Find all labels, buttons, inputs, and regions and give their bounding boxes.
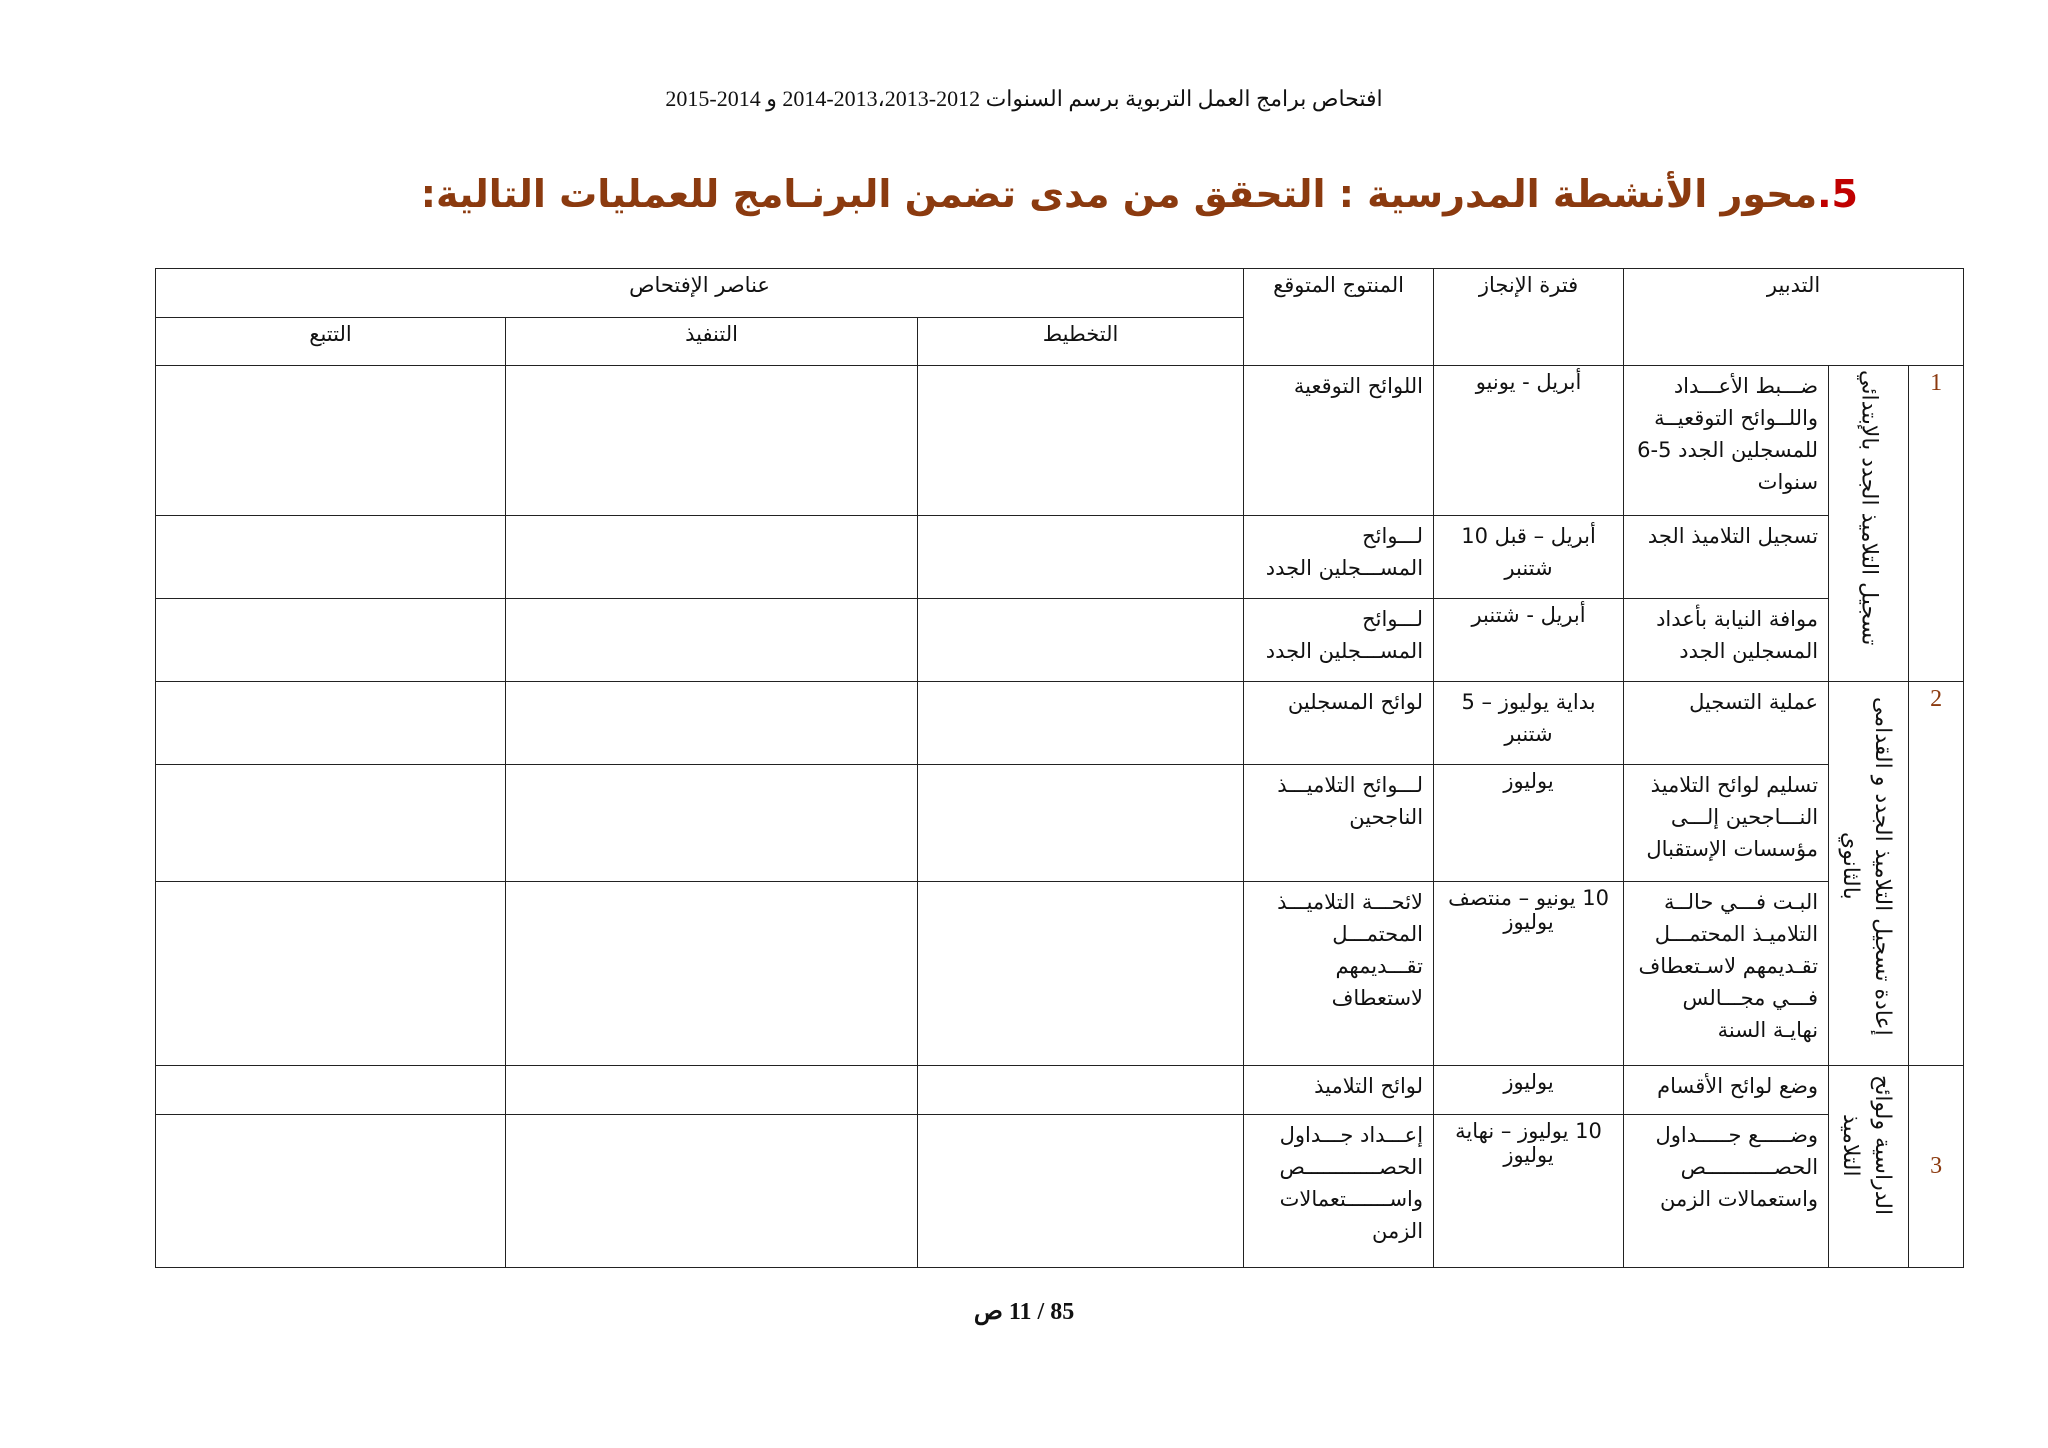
- planning-cell: [918, 765, 1244, 882]
- planning-cell: [918, 682, 1244, 765]
- followup-cell: [156, 765, 506, 882]
- section-number: 5.: [1817, 172, 1858, 216]
- measure-cell: عملية التسجيل: [1624, 682, 1829, 765]
- product-cell: لـــوائح التلاميـــذ الناجحين: [1244, 765, 1434, 882]
- table-row: [156, 765, 1964, 882]
- planning-cell: [918, 1115, 1244, 1268]
- row-group-number: 1: [1909, 366, 1964, 682]
- row-group-number: 2: [1909, 682, 1964, 1066]
- section-title-text: محور الأنشطة المدرسية : التحقق من مدى تضمن البرنـامج للعمليات التالية:: [420, 172, 1818, 216]
- period-cell: 10 يوليوز – نهاية يوليوز: [1434, 1115, 1624, 1268]
- section-title: [421, 172, 1858, 216]
- product-cell: لوائح التلاميذ: [1244, 1066, 1434, 1115]
- product-cell: لـــوائح المســـجلين الجدد: [1244, 516, 1434, 599]
- table-row: [156, 1066, 1964, 1115]
- execution-cell: [506, 682, 918, 765]
- period-cell: يوليوز: [1434, 765, 1624, 882]
- product-cell: لوائح المسجلين: [1244, 682, 1434, 765]
- execution-cell: [506, 765, 918, 882]
- page-number: 85 / 11 ص: [973, 1299, 1075, 1325]
- planning-cell: [918, 516, 1244, 599]
- followup-cell: [156, 1115, 506, 1268]
- header-planning: التخطيط: [918, 318, 1244, 366]
- period-cell: يوليوز: [1434, 1066, 1624, 1115]
- header-product: المنتوج المتوقع: [1244, 269, 1434, 366]
- period-cell: أبريل – قبل 10 شتنبر: [1434, 516, 1624, 599]
- measure-cell: موافة النيابة بأعداد المسجلين الجدد: [1624, 599, 1829, 682]
- followup-cell: [156, 366, 506, 516]
- product-cell: لـــوائح المســـجلين الجدد: [1244, 599, 1434, 682]
- followup-cell: [156, 682, 506, 765]
- header-period: فترة الإنجاز: [1434, 269, 1624, 366]
- table-row: [156, 1115, 1964, 1268]
- measure-cell: وضـــــع جـــــداول الحصـــــــــــص واستعمالات الزمن: [1624, 1115, 1829, 1268]
- planning-cell: [918, 366, 1244, 516]
- row-group-category: إعادة تسجيل التلاميذ الجدد و القدامى بالثانوي: [1829, 682, 1909, 1066]
- measure-cell: البـت فـــي حالــة التلاميـذ المحتمـــل تقـديمهم لاسـتعطاف فـــي مجـــالس نهايـة السنة: [1624, 882, 1829, 1066]
- header-followup: التتبع: [156, 318, 506, 366]
- followup-cell: [156, 882, 506, 1066]
- table-row: [156, 682, 1964, 765]
- product-cell: لائحـــة التلاميـــذ المحتمـــل تقـــديمهم لاستعطاف: [1244, 882, 1434, 1066]
- row-group-category: تسجيل التلاميذ الجدد بالإبتدائي: [1829, 366, 1909, 682]
- table-row: [156, 366, 1964, 516]
- followup-cell: [156, 599, 506, 682]
- header-measure: التدبير: [1624, 269, 1964, 366]
- execution-cell: [506, 1115, 918, 1268]
- execution-cell: [506, 599, 918, 682]
- product-cell: اللوائح التوقعية: [1244, 366, 1434, 516]
- planning-cell: [918, 599, 1244, 682]
- period-cell: بداية يوليوز – 5 شتنبر: [1434, 682, 1624, 765]
- measure-cell: ضـــبط الأعـــداد واللــوائح التوقعيــة للمسجلين الجدد 5-6 سنوات: [1624, 366, 1829, 516]
- execution-cell: [506, 1066, 918, 1115]
- table-row: [156, 882, 1964, 1066]
- table-row: [156, 599, 1964, 682]
- header-execution: التنفيذ: [506, 318, 918, 366]
- planning-cell: [918, 1066, 1244, 1115]
- period-cell: أبريل - يونيو: [1434, 366, 1624, 516]
- planning-cell: [918, 882, 1244, 1066]
- measure-cell: تسجيل التلاميذ الجد: [1624, 516, 1829, 599]
- followup-cell: [156, 1066, 506, 1115]
- measure-cell: وضع لوائح الأقسام: [1624, 1066, 1829, 1115]
- table-row: [156, 516, 1964, 599]
- row-group-category: الدراسية ولوائح التلاميذ: [1829, 1066, 1909, 1268]
- execution-cell: [506, 516, 918, 599]
- measure-cell: تسليم لوائح التلاميذ النـــاجحين إلـــى مؤسسات الإستقبال: [1624, 765, 1829, 882]
- audit-table: [155, 268, 1964, 1268]
- header-audit-elements: عناصر الإفتحاص: [156, 269, 1244, 318]
- execution-cell: [506, 366, 918, 516]
- period-cell: 10 يونيو – منتصف يوليوز: [1434, 882, 1624, 1066]
- followup-cell: [156, 516, 506, 599]
- execution-cell: [506, 882, 918, 1066]
- document-header: افتحاص برامج العمل التربوية برسم السنوات 2012-2013،2013-2014 و 2014-2015: [665, 86, 1383, 111]
- period-cell: أبريل - شتنبر: [1434, 599, 1624, 682]
- product-cell: إعـــداد جـــداول الحصــــــــــــص واســـــــتعمالات الزمن: [1244, 1115, 1434, 1268]
- row-group-number: 3: [1909, 1066, 1964, 1268]
